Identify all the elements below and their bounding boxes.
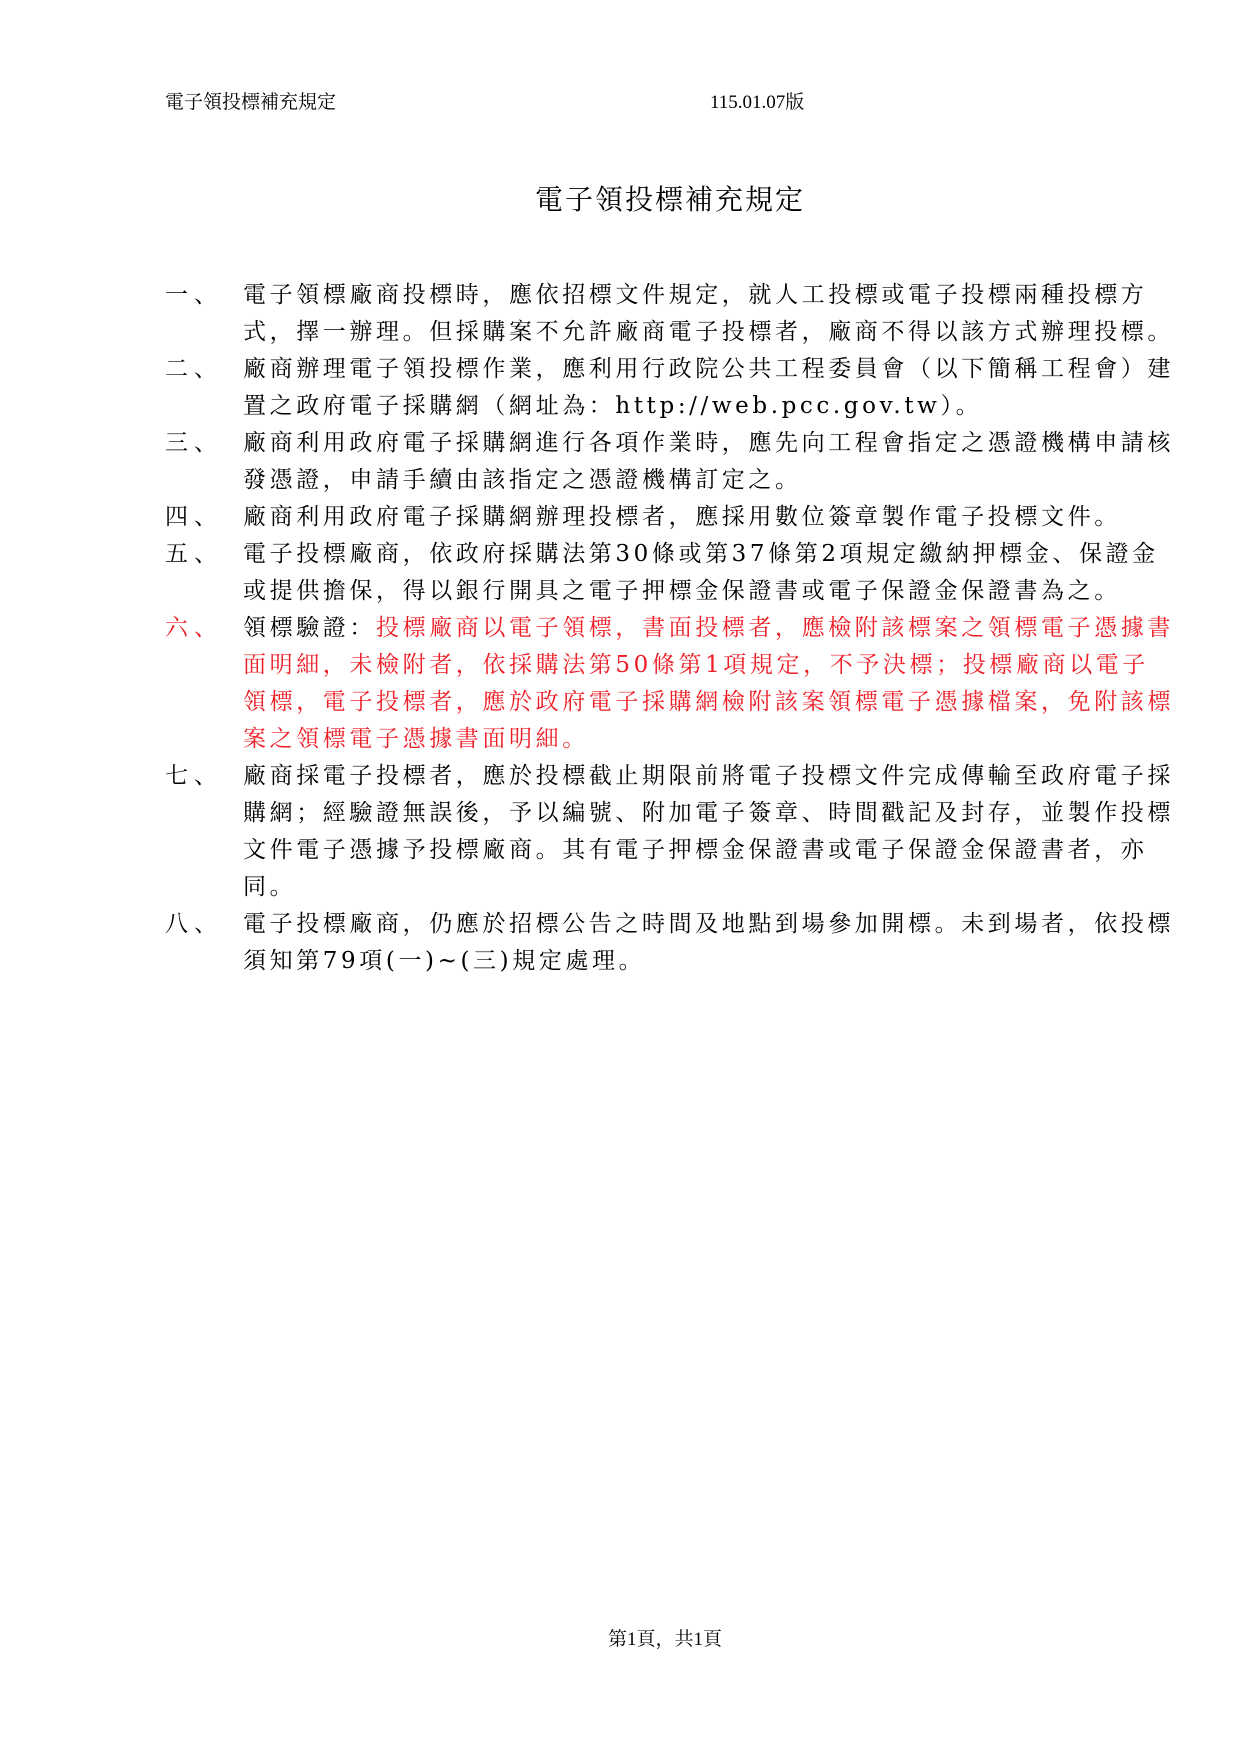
clause-text: 廠商採電子投標者，應於投標截止期限前將電子投標文件完成傳輸至政府電子採購網；經驗證無誤後，予以編號、附加電子簽章、時間戳記及封存，並製作投標文件電子憑據予投標廠商。其有電子押標金保證書或電子保證金保證書者，亦同。 [243,763,1174,900]
clause-number: 八、 [165,911,223,937]
clause-text-highlighted: 投標廠商以電子領標，書面投標者，應檢附該標案之領標電子憑據書面明細，未檢附者，依採購法第50條第1項規定，不予決標；投標廠商以電子領標，電子投標者，應於政府電子採購網檢附該案領標電子憑據檔案，免附該標案之領標電子憑據書面明細。 [243,615,1174,752]
clause-text: 電子投標廠商，仍應於招標公告之時間及地點到場參加開標。未到場者，依投標須知第79項(一)~(三)規定處理。 [243,911,1174,974]
clause-number: 一、 [165,282,223,308]
clause-text: 廠商辦理電子領投標作業，應利用行政院公共工程委員會（以下簡稱工程會）建置之政府電子採購網（網址為：http://web.pcc.gov.tw）。 [243,356,1174,419]
clause-2 [165,351,1175,425]
clause-6-highlighted [165,610,1175,758]
clause-lead-label: 領標驗證： [243,615,376,641]
clause-text: 廠商利用政府電子採購網辦理投標者，應採用數位簽章製作電子投標文件。 [243,504,1121,530]
header-version: 115.01.07版 [710,92,805,113]
clause-number: 三、 [165,430,223,456]
running-header [165,91,1065,121]
header-document-name: 電子領投標補充規定 [165,92,337,113]
clause-text: 電子投標廠商，依政府採購法第30條或第37條第2項規定繳納押標金、保證金或提供擔保，得以銀行開具之電子押標金保證書或電子保證金保證書為之。 [243,541,1159,604]
clause-8 [165,906,1175,980]
clause-list [165,277,1175,980]
clause-text: 廠商利用政府電子採購網進行各項作業時，應先向工程會指定之憑證機構申請核發憑證，申請手續由該指定之憑證機構訂定之。 [243,430,1174,493]
clause-number: 七、 [165,763,223,789]
clause-4 [165,499,1175,536]
clause-text: 電子領標廠商投標時，應依招標文件規定，就人工投標或電子投標兩種投標方式，擇一辦理。但採購案不允許廠商電子投標者，廠商不得以該方式辦理投標。 [243,282,1174,345]
clause-number: 六、 [165,615,223,641]
document-title: 電子領投標補充規定 [534,183,805,216]
page-number-footer: 第1頁，共1頁 [607,1629,722,1650]
clause-number: 四、 [165,504,223,530]
clause-5 [165,536,1175,610]
clause-number: 五、 [165,541,223,567]
clause-number: 二、 [165,356,223,382]
clause-1 [165,277,1175,351]
clause-7 [165,758,1175,906]
clause-3 [165,425,1175,499]
